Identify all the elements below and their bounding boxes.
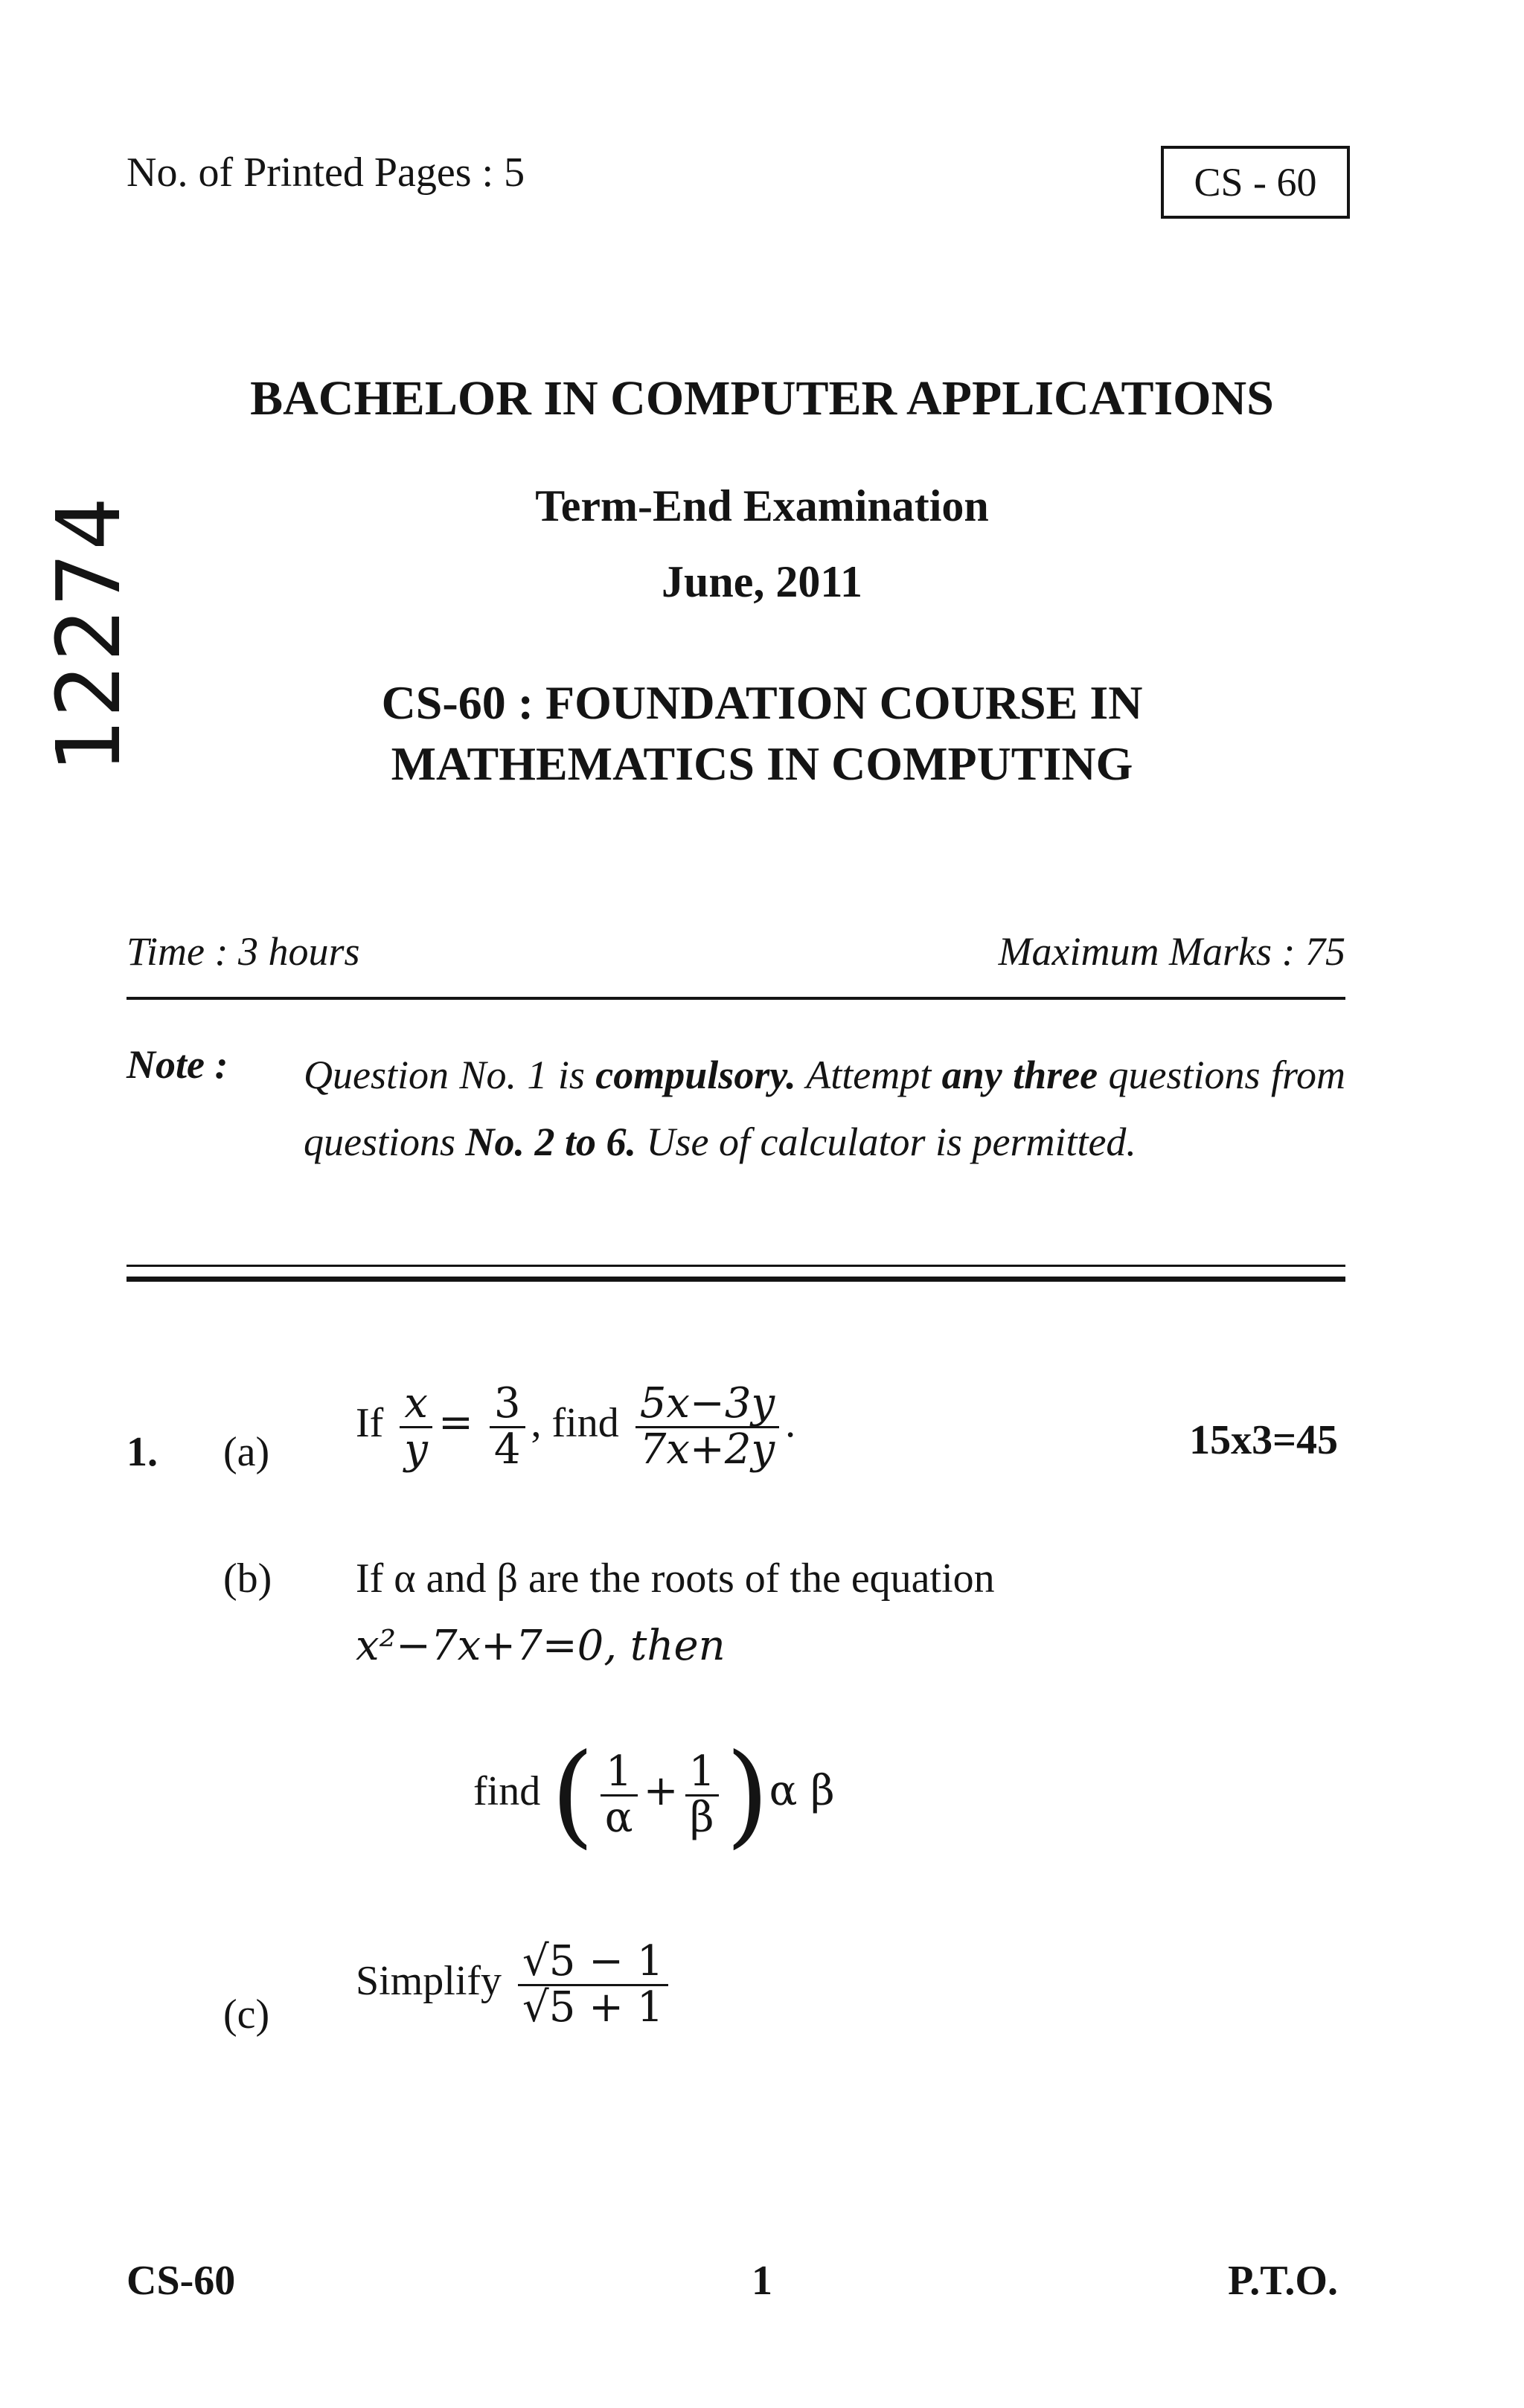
exam-session: June, 2011 (661, 557, 863, 606)
serial-number: 12274 (37, 494, 140, 774)
note-text: Question No. 1 is compulsory. Attempt any three questions from questions No. 2 to 6. Use of calculator is permitted. (304, 1053, 1346, 1164)
footer-pto: P.T.O. (1228, 2258, 1338, 2304)
part-b-label: (b) (223, 1555, 272, 1602)
printed-pages: No. of Printed Pages : 5 (127, 150, 525, 196)
footer-paper-code: CS-60 (127, 2258, 236, 2304)
part-b-text-line1: If α and β are the roots of the equation (356, 1555, 995, 1602)
maximum-marks: Maximum Marks : 75 (998, 929, 1345, 974)
question-marks: 15x3=45 (1189, 1417, 1338, 1463)
footer-page-number: 1 (752, 2258, 772, 2304)
paper-code-box: CS - 60 (1161, 146, 1350, 219)
divider-rule (127, 997, 1345, 1000)
divider-double-rule-thin (127, 1265, 1345, 1267)
part-b-equation: x²−7x+7=0, then (356, 1622, 726, 1670)
part-a-expression: If $\frac{x}{y}$ = $\frac{3}{4}$ , find $\frac{5x-3y}{7x+2y}$ . (356, 1379, 796, 1474)
exam-title: Term-End Examination (535, 481, 989, 530)
programme-title: BACHELOR IN COMPUTER APPLICATIONS (250, 371, 1274, 426)
note-label: Note : (127, 1042, 228, 1087)
exam-time: Time : 3 hours (127, 929, 360, 974)
question-number: 1. (127, 1429, 158, 1475)
part-b-expression: find ( $\frac{1}{\alpha}$ + $\frac{1}{\beta}$ )α β (473, 1730, 835, 1860)
divider-double-rule-thick (127, 1277, 1345, 1282)
part-c-label: (c) (223, 1991, 270, 2038)
part-a-label: (a) (223, 1429, 270, 1475)
course-title-line1: CS-60 : FOUNDATION COURSE IN (381, 676, 1143, 729)
course-title-line2: MATHEMATICS IN COMPUTING (391, 737, 1133, 790)
part-c-expression: Simplify $\frac{√5 - 1}{√5 + 1}$ (356, 1940, 674, 2030)
